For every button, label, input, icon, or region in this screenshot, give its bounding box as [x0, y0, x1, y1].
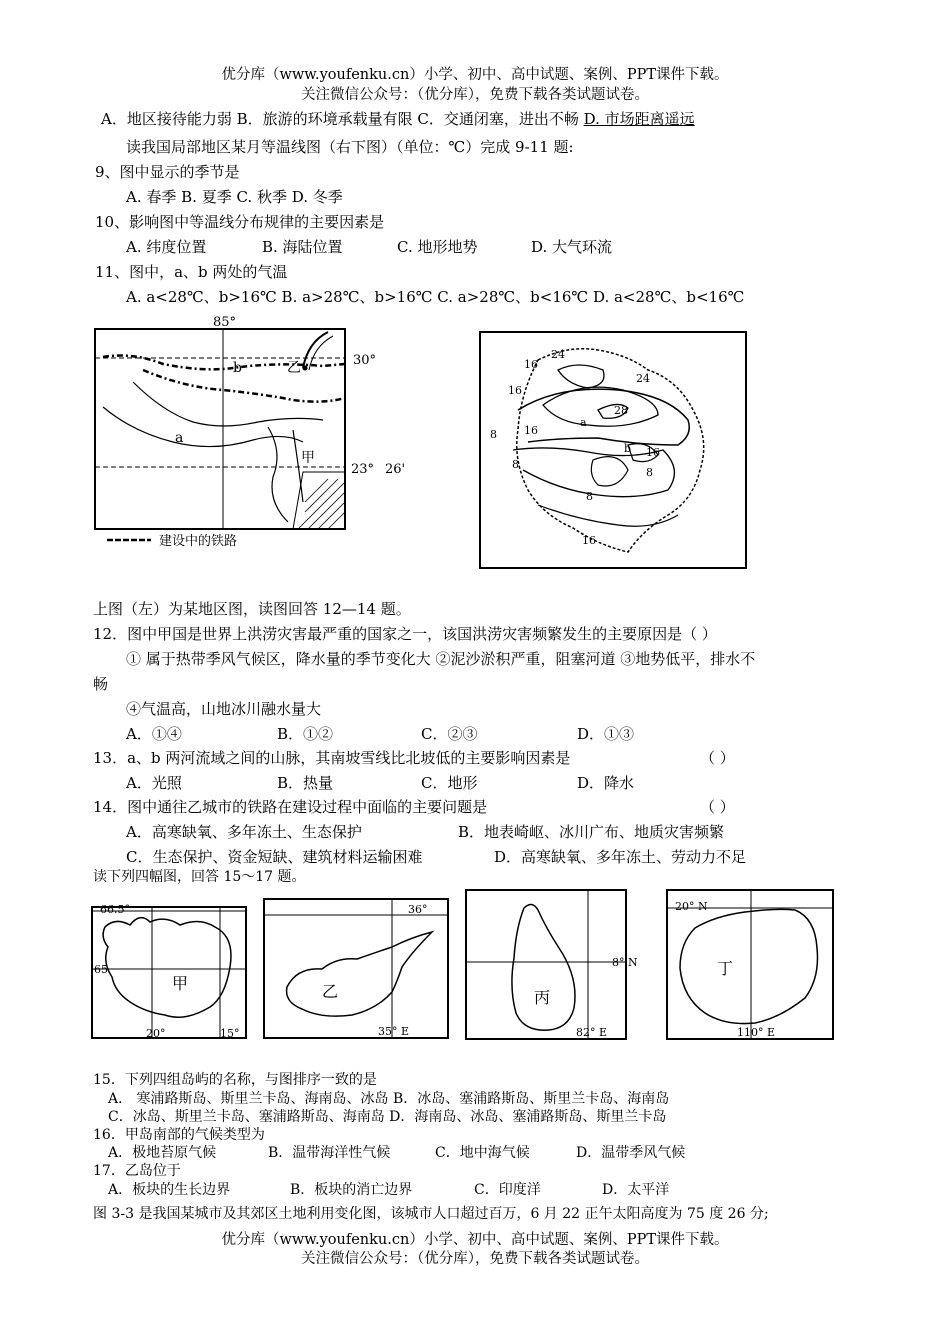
left-map-lon-85: 85°	[213, 315, 237, 330]
intro-15-17: 读下列四幅图，回答 15～17 题。	[93, 869, 306, 885]
left-map-label-jia: 甲	[301, 450, 315, 466]
q12-statements-1: ① 属于热带季风气候区，降水量的季节变化大 ②泥沙淤积严重，阻塞河道 ③地势低平，排水不	[126, 650, 756, 668]
left-map-legend: 建设中的铁路	[159, 534, 238, 549]
left-region-map	[93, 312, 413, 552]
q11-stem: 11、图中，a、b 两处的气温	[95, 263, 288, 281]
q17-option-a: A．板块的生长边界	[108, 1182, 231, 1198]
ding-lat-20n: 20° N	[675, 900, 708, 913]
left-map-label-b: b	[233, 360, 242, 376]
q12-statements-1b: 畅	[93, 675, 109, 693]
left-map-label-a: a	[175, 430, 184, 446]
q15-stem: 15．下列四组岛屿的名称，与图排序一致的是	[93, 1072, 377, 1088]
q14-option-b: B．地表崎岖、冰川广布、地质灾害频繁	[458, 823, 725, 841]
footer-line-2: 关注微信公众号：（优分库），免费下载各类试题试卷。	[301, 1251, 649, 1267]
q13-stem: 13．a、b 两河流域之间的山脉，其南坡雪线比北坡低的主要影响因素是	[93, 749, 571, 767]
yi-lat-36: 36°	[408, 903, 428, 916]
q8-options-abc: A．地区接待能力弱 B．旅游的环境承载量有限 C．交通闭塞，进出不畅	[101, 110, 584, 128]
island-map-jia	[90, 897, 250, 1042]
isotherm-label-28: 28	[614, 404, 628, 417]
island-map-bing	[464, 888, 649, 1043]
q12-stem: 12．图中甲国是世界上洪涝灾害最严重的国家之一，该国洪涝灾害频繁发生的主要原因是（ ）	[93, 625, 717, 643]
left-map-label-yi: 乙	[287, 360, 301, 376]
q8-options	[101, 110, 695, 129]
q14-stem: 14．图中通往乙城市的铁路在建设过程中面临的主要问题是	[93, 798, 488, 816]
q15-options-ab: A． 寒浦路斯岛、斯里兰卡岛、海南岛、冰岛 B．冰岛、塞浦路斯岛、斯里兰卡岛、海南岛	[108, 1091, 670, 1107]
q17-option-b: B．板块的消亡边界	[290, 1182, 413, 1198]
left-map-lat-26: 26'	[385, 462, 406, 477]
island-map-yi	[262, 897, 452, 1042]
isotherm-label-24-a: 24	[551, 348, 565, 361]
isotherm-label-8-d: 8	[646, 466, 653, 479]
point-label-a: a	[580, 416, 587, 429]
q12-option-b: B．①②	[277, 725, 334, 743]
jia-lon-20: 20°	[146, 1027, 166, 1040]
q16-option-d: D．温带季风气候	[576, 1145, 686, 1161]
q9-stem: 9、图中显示的季节是	[95, 163, 240, 181]
q14-option-c: C．生态保护、资金短缺、建筑材料运输困难	[126, 848, 423, 866]
left-map-lat-30: 30°	[353, 353, 377, 368]
q12-statements-2: ④气温高，山地冰川融水量大	[126, 700, 322, 718]
q10-option-a: A. 纬度位置	[126, 238, 207, 256]
isotherm-label-16-e: 16	[582, 534, 596, 547]
q14-paren: （ ）	[700, 798, 735, 816]
island-label-bing: 丙	[534, 988, 551, 1007]
q8-option-d-text: 市场距离遥远	[604, 110, 695, 128]
q13-option-c: C．地形	[421, 774, 478, 792]
isotherm-label-24-b: 24	[636, 372, 650, 385]
q10-stem: 10、影响图中等温线分布规律的主要因素是	[95, 213, 385, 231]
island-label-yi: 乙	[322, 982, 339, 1001]
q15-options-cd: C．冰岛、斯里兰卡岛、塞浦路斯岛、海南岛 D．海南岛、冰岛、塞浦路斯岛、斯里兰卡岛	[108, 1109, 667, 1125]
q17-stem: 17．乙岛位于	[93, 1163, 181, 1179]
isotherm-label-16-d: 16	[524, 424, 538, 437]
isotherm-label-16-b: 16	[508, 384, 522, 397]
isotherm-label-8-c: 8	[586, 490, 593, 503]
q13-option-b: B．热量	[277, 774, 334, 792]
isotherm-label-8-a: 8	[490, 428, 497, 441]
jia-lon-15: 15°	[220, 1027, 240, 1040]
q12-option-c: C．②③	[421, 725, 478, 743]
island-label-ding: 丁	[717, 959, 734, 978]
jia-lat-66-5: 66.5°	[100, 903, 130, 916]
point-label-b: b	[624, 442, 632, 455]
intro-12-14: 上图（左）为某地区图，读图回答 12—14 题。	[93, 600, 411, 618]
q17-option-d: D．太平洋	[602, 1182, 670, 1198]
q10-option-d: D. 大气环流	[531, 238, 613, 256]
q17-option-c: C．印度洋	[474, 1182, 541, 1198]
header-line-2: 关注微信公众号：（优分库），免费下载各类试题试卷。	[301, 87, 649, 103]
isotherm-label-16-c: 16	[646, 446, 660, 459]
q12-option-a: A．①④	[126, 725, 182, 743]
bing-lon-82e: 82° E	[576, 1026, 608, 1039]
q16-option-c: C．地中海气候	[435, 1145, 530, 1161]
island-label-jia: 甲	[172, 974, 189, 993]
q10-option-c: C. 地形地势	[397, 238, 478, 256]
q13-option-a: A．光照	[126, 774, 182, 792]
bing-lat-8n: 8° N	[612, 956, 638, 969]
q14-option-d: D．高寒缺氧、多年冻土、劳动力不足	[494, 848, 747, 866]
q12-option-d: D．①③	[577, 725, 635, 743]
q14-option-a: A．高寒缺氧、多年冻土、生态保护	[126, 823, 362, 841]
jia-lat-65: 65	[94, 963, 108, 976]
intro-9-11: 读我国局部地区某月等温线图（右下图）（单位：℃）完成 9-11 题:	[126, 138, 574, 156]
q16-option-a: A．极地苔原气候	[108, 1145, 217, 1161]
isotherm-label-16-a: 16	[524, 358, 538, 371]
q16-stem: 16．甲岛南部的气候类型为	[93, 1127, 265, 1143]
q13-paren: （ ）	[700, 749, 735, 767]
right-isotherm-map	[478, 330, 748, 570]
left-map-lat-23: 23°	[351, 462, 375, 477]
q9-options: A. 春季 B. 夏季 C. 秋季 D. 冬季	[126, 188, 343, 206]
q11-options: A. a<28℃、b>16℃ B. a>28℃、b>16℃ C. a>28℃、b<16℃ D. a<28℃、b<16℃	[126, 288, 745, 306]
q16-option-b: B．温带海洋性气候	[268, 1145, 391, 1161]
ding-lon-110e: 110° E	[737, 1026, 776, 1039]
figure-3-3-intro: 图 3-3 是我国某城市及其郊区土地利用变化图，该城市人口超过百万，6 月 22 正午太阳高度为 75 度 26 分;	[93, 1206, 769, 1222]
yi-lon-35e: 35° E	[378, 1025, 410, 1038]
isotherm-label-8-b: 8	[512, 458, 519, 471]
q8-option-d-label: D.	[583, 110, 605, 128]
footer-line-1: 优分库（www.youfenku.cn）小学、初中、高中试题、案例、PPT课件下载。	[221, 1232, 729, 1248]
island-map-ding	[665, 888, 837, 1043]
q10-option-b: B. 海陆位置	[262, 238, 343, 256]
q13-option-d: D．降水	[577, 774, 635, 792]
header-line-1: 优分库（www.youfenku.cn）小学、初中、高中试题、案例、PPT课件下载。	[221, 67, 729, 83]
